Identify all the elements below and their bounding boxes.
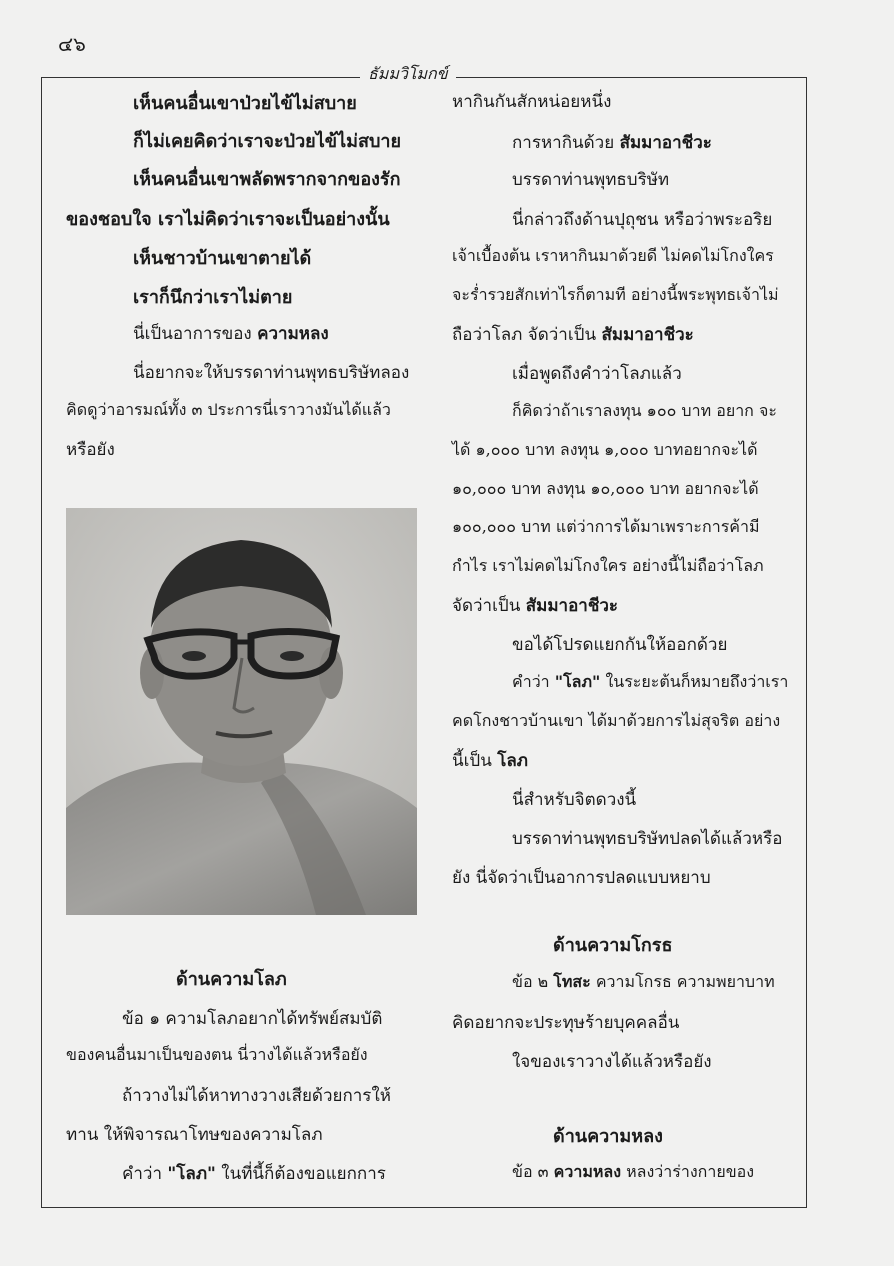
text-span: ถือว่าโลภ จัดว่าเป็น — [452, 325, 602, 345]
page-number: ๔๖ — [58, 32, 86, 56]
text-line — [512, 129, 712, 156]
text-line: กำไร เราไม่คดไม่โกงใคร อย่างนี้ไม่ถือว่าโลภ — [452, 556, 764, 575]
emphasis-span: โทสะ — [553, 972, 591, 991]
text-span: ในที่นี้ก็ต้องขอแยกการ — [215, 1164, 386, 1184]
text-line — [512, 970, 775, 995]
text-line: เห็นคนอื่นเขาพลัดพรากจากของรัก — [133, 169, 401, 190]
text-line: เราก็นึกว่าเราไม่ตาย — [133, 287, 293, 308]
text-line: ของคนอื่นมาเป็นของตน นี่วางได้แล้วหรือยัง — [66, 1045, 368, 1064]
text-line: ใจของเราวางได้แล้วหรือยัง — [512, 1052, 712, 1072]
text-span: นี่เป็นอาการของ — [133, 324, 258, 344]
text-line: บรรดาท่านพุทธบริษัทปลดได้แล้วหรือ — [512, 829, 783, 849]
emphasis-span: ความหลง — [257, 324, 329, 344]
text-span: ในระยะต้นก็หมายถึงว่าเรา — [600, 672, 789, 691]
emphasis-span: ความหลง — [553, 1162, 622, 1181]
text-line — [452, 321, 694, 348]
section-heading-greed: ด้านความโลภ — [176, 969, 287, 990]
text-line: เมื่อพูดถึงคำว่าโลภแล้ว — [512, 364, 682, 384]
text-line: บรรดาท่านพุทธบริษัท — [512, 170, 670, 190]
emphasis-span: โลภ — [497, 751, 529, 771]
text-line — [512, 670, 788, 695]
text-span: ข้อ ๓ — [512, 1162, 554, 1181]
text-span: ข้อ ๒ — [512, 972, 554, 991]
text-line: หากินกันสักหน่อยหนึ่ง — [452, 92, 612, 112]
text-line: ขอได้โปรดแยกกันให้ออกด้วย — [512, 635, 728, 655]
text-line: เจ้าเบื้องต้น เราหากินมาด้วยดี ไม่คดไม่โกงใคร — [452, 246, 774, 265]
text-line: นี่สำหรับจิตดวงนี้ — [512, 790, 637, 810]
text-line — [133, 320, 329, 347]
text-line: คดโกงชาวบ้านเขา ได้มาด้วยการไม่สุจริต อย่าง — [452, 711, 781, 730]
text-line — [512, 1160, 754, 1185]
text-span: คำว่า — [512, 672, 555, 691]
quoted-term: "โลภ" — [167, 1164, 216, 1184]
text-span: ความโกรธ ความพยาบาท — [590, 972, 775, 991]
text-line: นี่กล่าวถึงด้านปุถุชน หรือว่าพระอริย — [512, 210, 773, 230]
text-span: จัดว่าเป็น — [452, 596, 526, 616]
text-line: ก็ไม่เคยคิดว่าเราจะป่วยไข้ไม่สบาย — [133, 131, 402, 152]
text-line — [452, 747, 528, 774]
emphasis-span: สัมมาอาชีวะ — [601, 325, 694, 345]
text-span: นี้เป็น — [452, 751, 498, 771]
text-span: หลงว่าร่างกายของ — [621, 1162, 755, 1181]
text-line: คิดอยากจะประทุษร้ายบุคคลอื่น — [452, 1013, 680, 1033]
text-line: ก็คิดว่าถ้าเราลงทุน ๑๐๐ บาท อยาก จะ — [512, 401, 777, 420]
text-line: ของชอบใจ เราไม่คิดว่าเราจะเป็นอย่างนั้น — [66, 209, 390, 230]
text-line: เห็นคนอื่นเขาป่วยไข้ไม่สบาย — [133, 93, 357, 114]
section-heading-delusion: ด้านความหลง — [553, 1126, 663, 1147]
text-line: ข้อ ๑ ความโลภอยากได้ทรัพย์สมบัติ — [122, 1009, 383, 1029]
text-line — [452, 592, 618, 619]
section-heading-anger: ด้านความโกรธ — [553, 935, 673, 956]
text-line: คิดดูว่าอารมณ์ทั้ง ๓ ประการนี่เราวางมันได้แล้ว — [66, 400, 391, 419]
text-line: ทาน ให้พิจารณาโทษของความโลภ — [66, 1125, 323, 1145]
text-line: ได้ ๑,๐๐๐ บาท ลงทุน ๑,๐๐๐ บาทอยากจะได้ — [452, 440, 758, 459]
text-line: หรือยัง — [66, 440, 115, 460]
text-line: เห็นชาวบ้านเขาตายได้ — [133, 248, 312, 269]
quoted-term: "โลภ" — [554, 672, 601, 691]
text-line: ถ้าวางไม่ได้หาทางวางเสียด้วยการให้ — [122, 1086, 391, 1106]
text-line: ยัง นี่จัดว่าเป็นอาการปลดแบบหยาบ — [452, 868, 711, 888]
text-span: คำว่า — [122, 1164, 168, 1184]
text-line: ๑๐,๐๐๐ บาท ลงทุน ๑๐,๐๐๐ บาท อยากจะได้ — [452, 479, 759, 498]
emphasis-span: สัมมาอาชีวะ — [619, 133, 712, 153]
emphasis-span: สัมมาอาชีวะ — [525, 596, 619, 616]
running-head: ธัมมวิโมกข์ — [360, 62, 456, 87]
portrait-photo — [66, 508, 417, 915]
text-line: ๑๐๐,๐๐๐ บาท แต่ว่าการได้มาเพราะการค้ามี — [452, 517, 760, 536]
portrait-illustration — [66, 508, 417, 915]
text-line — [122, 1160, 386, 1187]
text-span: การหากินด้วย — [512, 133, 620, 153]
text-line: จะร่ำรวยสักเท่าไรก็ตามที อย่างนี้พระพุทธเจ้าไม่ — [452, 285, 779, 304]
text-line: นี่อยากจะให้บรรดาท่านพุทธบริษัทลอง — [133, 363, 410, 383]
